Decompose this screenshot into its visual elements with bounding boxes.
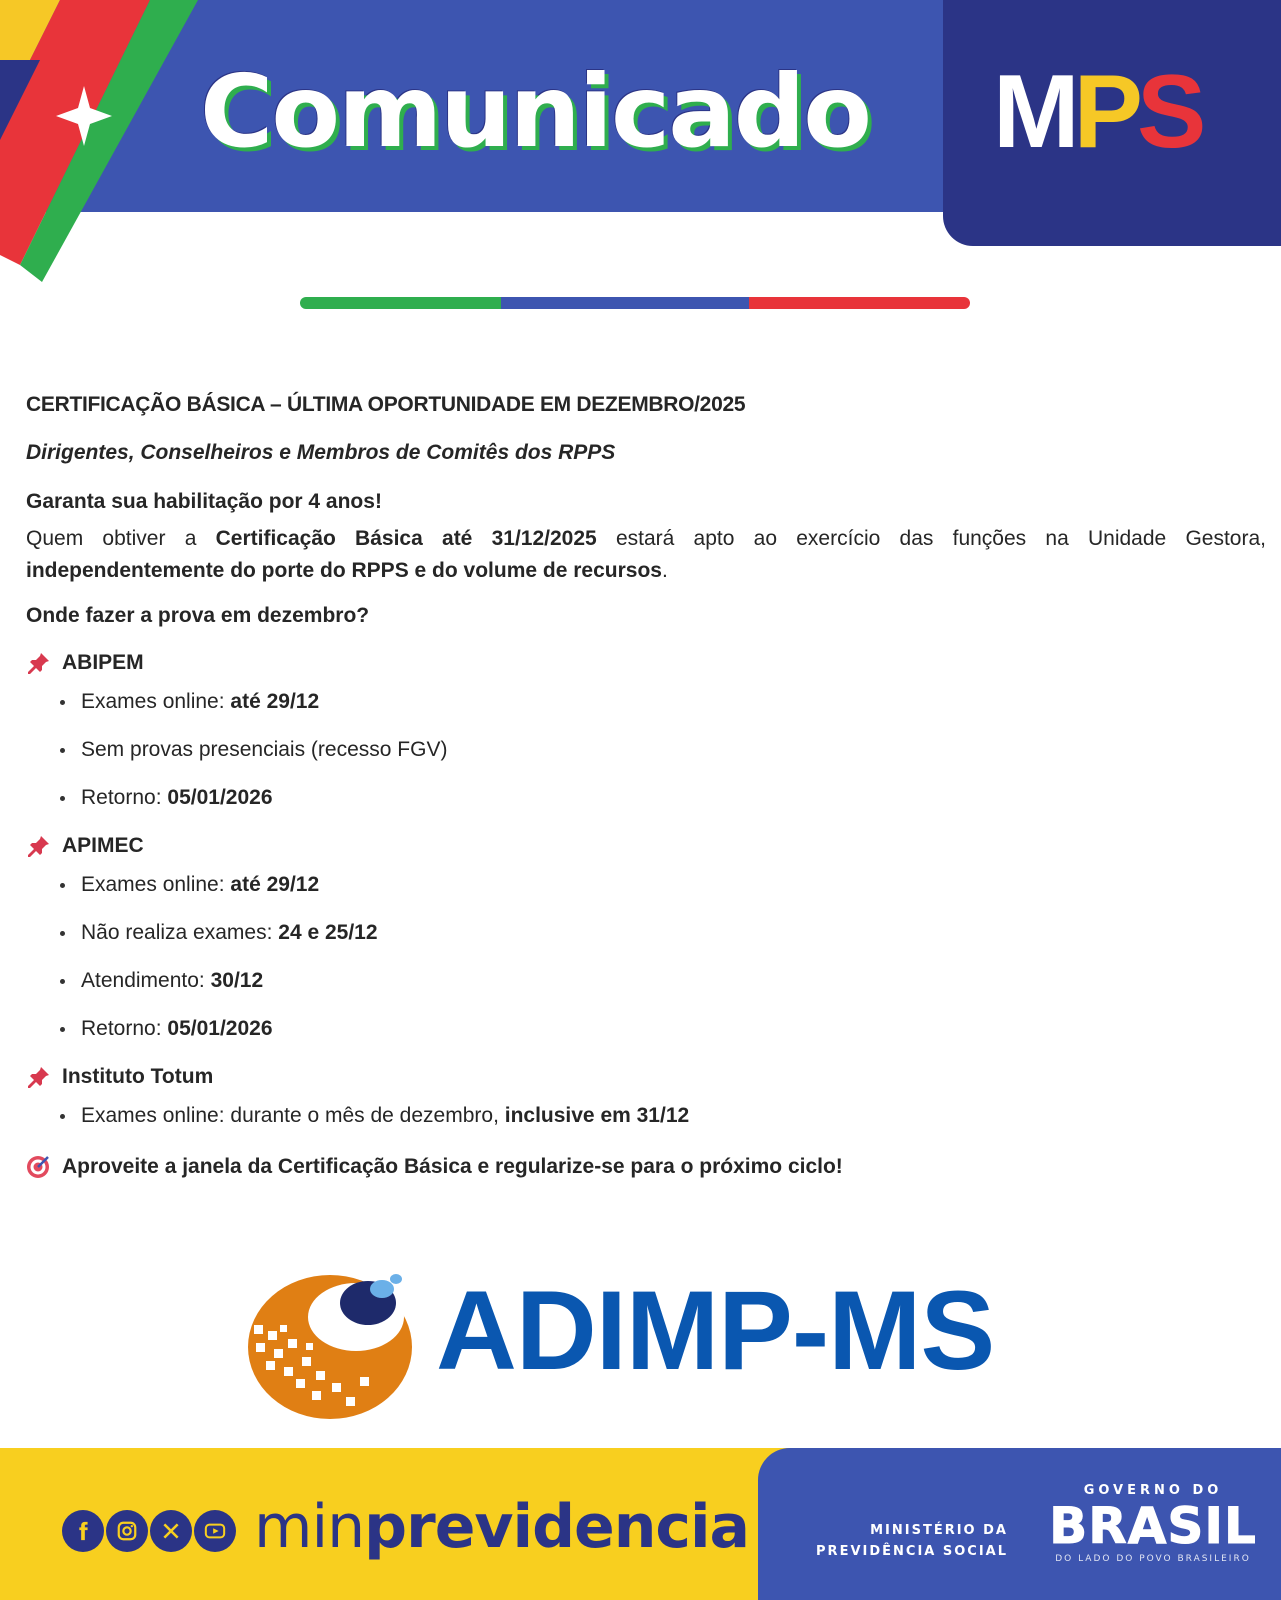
gov-top-text: GOVERNO DO [1083, 1483, 1223, 1498]
pushpin-icon [26, 1064, 52, 1090]
list-item: Não realiza exames: 24 e 25/12 [58, 920, 1266, 946]
handle-prefix: min [254, 1492, 365, 1562]
mps-logo-letter-m: M [993, 54, 1074, 170]
org-list-abipem [58, 689, 1266, 811]
closing-line [26, 1155, 1266, 1179]
facebook-icon[interactable] [62, 1510, 104, 1552]
announcement-heading: CERTIFICAÇÃO BÁSICA – ÚLTIMA OPORTUNIDADE EM DEZEMBRO/2025 [26, 393, 746, 416]
announcement-subheading: Dirigentes, Conselheiros e Membros de Comitês dos RPPS [26, 441, 616, 464]
org-heading-instituto-totum [26, 1064, 1266, 1090]
gov-brasil-text: BRASIL [1049, 1497, 1257, 1555]
list-item: Sem provas presenciais (recesso FGV) [58, 737, 1266, 763]
org-name: ABIPEM [62, 651, 144, 674]
mps-logo-letter-s: S [1137, 54, 1201, 170]
list-item: Exames online: até 29/12 [58, 872, 1266, 898]
decorative-stripes [0, 0, 230, 290]
ministry-line: PREVIDÊNCIA SOCIAL [816, 1544, 1008, 1559]
org-list-instituto-totum [58, 1103, 1266, 1129]
adimp-emblem-icon [246, 1265, 416, 1425]
handle-suffix: previdencia [364, 1492, 750, 1562]
list-item: Atendimento: 30/12 [58, 968, 1266, 994]
header-banner [0, 0, 1281, 290]
question-line: Onde fazer a prova em dezembro? [26, 604, 370, 627]
org-name: APIMEC [62, 834, 144, 857]
pushpin-icon [26, 650, 52, 676]
ministry-line: MINISTÉRIO DA [870, 1523, 1008, 1538]
list-item: Retorno: 05/01/2026 [58, 1016, 1266, 1042]
body-text: . [661, 559, 668, 582]
adimp-ms-name: ADIMP-MS [436, 1268, 995, 1393]
org-heading-abipem [26, 650, 1266, 676]
instagram-icon[interactable] [106, 1510, 148, 1552]
target-icon [26, 1155, 50, 1179]
org-list-apimec [58, 872, 1266, 1042]
org-name: Instituto Totum [62, 1065, 214, 1088]
tricolor-divider [300, 297, 970, 309]
divider-red [749, 297, 970, 309]
divider-green [300, 297, 501, 309]
announcement-body [26, 393, 1266, 1179]
x-icon[interactable] [150, 1510, 192, 1552]
body-text: estará apto ao exercício das funções na Unidade Gestora, [596, 527, 1266, 550]
list-item: Exames online: até 29/12 [58, 689, 1266, 715]
body-text-bold: Certificação Básica até 31/12/2025 [215, 527, 597, 550]
habilitation-line: Garanta sua habilitação por 4 anos! [26, 490, 382, 513]
governo-do-brasil-logo [1038, 1483, 1268, 1564]
mps-logo [993, 54, 1201, 170]
ministry-name [790, 1520, 1008, 1562]
pushpin-icon [26, 833, 52, 859]
gov-tagline: DO LADO DO POVO BRASILEIRO [1055, 1554, 1251, 1564]
list-item: Exames online: durante o mês de dezembro, inclusive em 31/12 [58, 1103, 1266, 1129]
social-handle[interactable] [254, 1492, 750, 1562]
body-paragraph [26, 523, 1266, 587]
closing-text: Aproveite a janela da Certificação Básica e regularize-se para o próximo ciclo! [62, 1155, 843, 1178]
adimp-ms-logo [246, 1265, 1046, 1425]
org-heading-apimec [26, 833, 1266, 859]
body-text: Quem obtiver a [26, 527, 216, 550]
social-icons [62, 1510, 238, 1552]
page-title: Comunicado [200, 53, 870, 170]
list-item: Retorno: 05/01/2026 [58, 785, 1266, 811]
mps-logo-letter-p: P [1073, 54, 1138, 170]
divider-blue [501, 297, 749, 309]
youtube-icon[interactable] [194, 1510, 236, 1552]
body-text-bold: independentemente do porte do RPPS e do volume de recursos [26, 559, 662, 582]
